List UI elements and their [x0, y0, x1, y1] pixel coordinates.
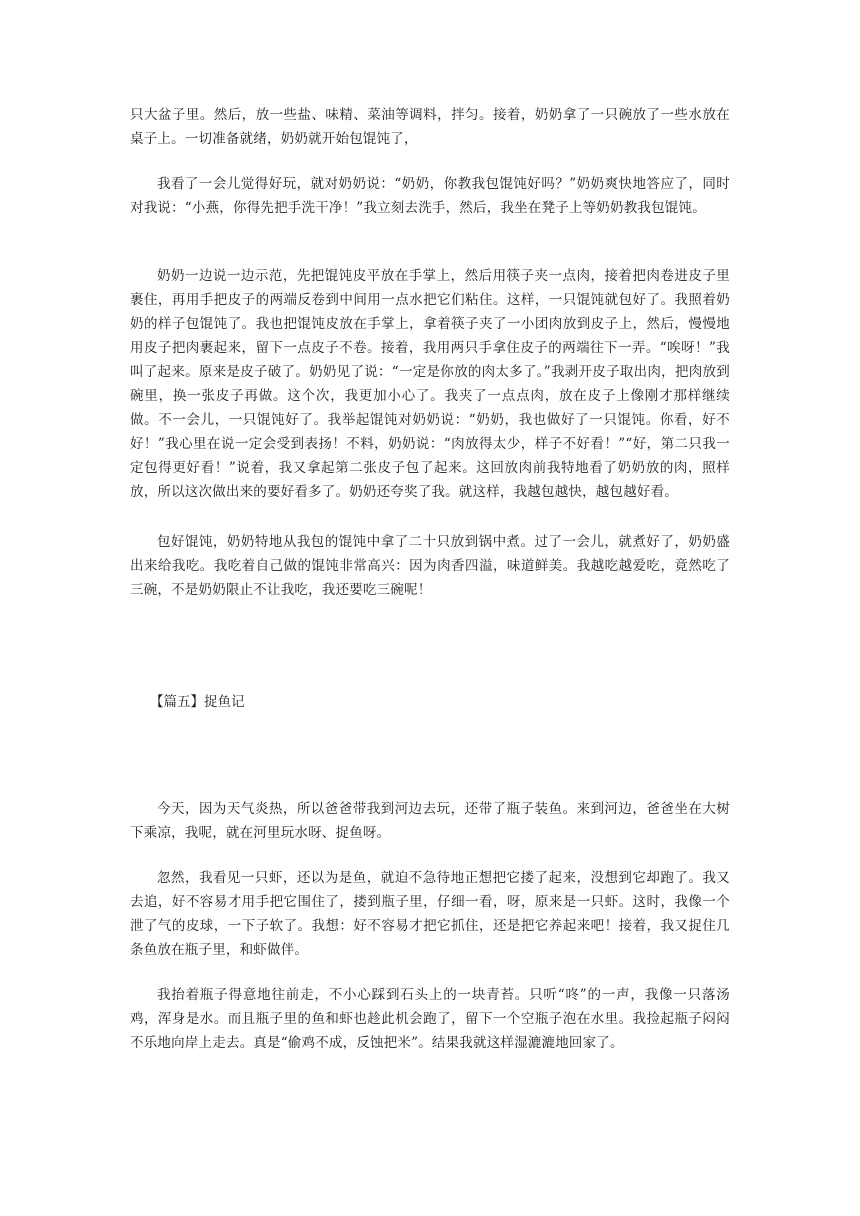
story5-paragraph-3: 我抬着瓶子得意地往前走，不小心踩到石头上的一块青苔。只听“咚”的一声，我像一只落汤鸡，浑身是水。而且瓶子里的鱼和虾也趁此机会跑了，留下一个空瓶子泡在水里。我捡起瓶子闷闷不乐地向岸上走去。真是“偷鸡不成，反蚀把米”。结果我就这样湿漉漉地回家了。 [130, 987, 730, 1051]
story4-paragraph-continuation: 只大盆子里。然后，放一些盐、味精、菜油等调料，拌匀。接着，奶奶拿了一只碗放了一些水放在桌子上。一切准备就绪，奶奶就开始包馄饨了， [130, 107, 730, 147]
story5-paragraph-1: 今天，因为天气炎热，所以爸爸带我到河边去玩，还带了瓶子装鱼。来到河边，爸爸坐在大树下乘凉，我呢，就在河里玩水呀、捉鱼呀。 [130, 801, 730, 841]
story5-paragraph-2: 忽然，我看见一只虾，还以为是鱼，就迫不急待地正想把它搂了起来，没想到它却跑了。我又去追，好不容易才用手把它围住了，搂到瓶子里，仔细一看，呀，原来是一只虾。这时，我像一个泄了气的皮球，一下子软了。我想：好不容易才把它抓住，还是把它养起来吧！接着，我又捉住几条鱼放在瓶子里，和虾做伴。 [130, 870, 730, 958]
story4-paragraph-3: 奶奶一边说一边示范，先把馄饨皮平放在手掌上，然后用筷子夹一点肉，接着把肉卷进皮子里裹住，再用手把皮子的两端反卷到中间用一点水把它们粘住。这样，一只馄饨就包好了。我照着奶奶的样子包馄饨了。我也把馄饨皮放在手掌上，拿着筷子夹了一小团肉放到皮子上，然后，慢慢地用皮子把肉裹起来，留下一点皮子不卷。接着，我用两只手拿住皮子的两端往下一弄。“唉呀！”我叫了起来。原来是皮子破了。奶奶见了说：“一定是你放的肉太多了。”我剥开皮子取出肉，把肉放到碗里，换一张皮子再做。这个次，我更加小心了。我夹了一点点肉，放在皮子上像刚才那样继续做。不一会儿，一只馄饨好了。我举起馄饨对奶奶说：“奶奶，我也做好了一只馄饨。你看，好不好！”我心里在说一定会受到表扬！不料，奶奶说：“肉放得太少，样子不好看！”“好，第二只我一定包得更好看！”说着，我又拿起第二张皮子包了起来。这回放肉前我特地看了奶奶放的肉，照样放，所以这次做出来的要好看多了。奶奶还夸奖了我。就这样，我越包越快，越包越好看。 [130, 268, 730, 500]
story4-paragraph-4: 包好馄饨，奶奶特地从我包的馄饨中拿了二十只放到锅中煮。过了一会儿，就煮好了，奶奶盛出来给我吃。我吃着自己做的馄饨非常高兴：因为肉香四溢，味道鲜美。我越吃越爱吃，竟然吃了三碗，不是奶奶限止不让我吃，我还要吃三碗呢！ [130, 534, 730, 598]
story4-paragraph-2: 我看了一会儿觉得好玩，就对奶奶说：“奶奶，你教我包馄饨好吗？”奶奶爽快地答应了，同时对我说：“小燕，你得先把手洗干净！”我立刻去洗手，然后，我坐在凳子上等奶奶教我包馄饨。 [130, 176, 730, 216]
story5-heading: 【篇五】捉鱼记 [150, 694, 245, 710]
